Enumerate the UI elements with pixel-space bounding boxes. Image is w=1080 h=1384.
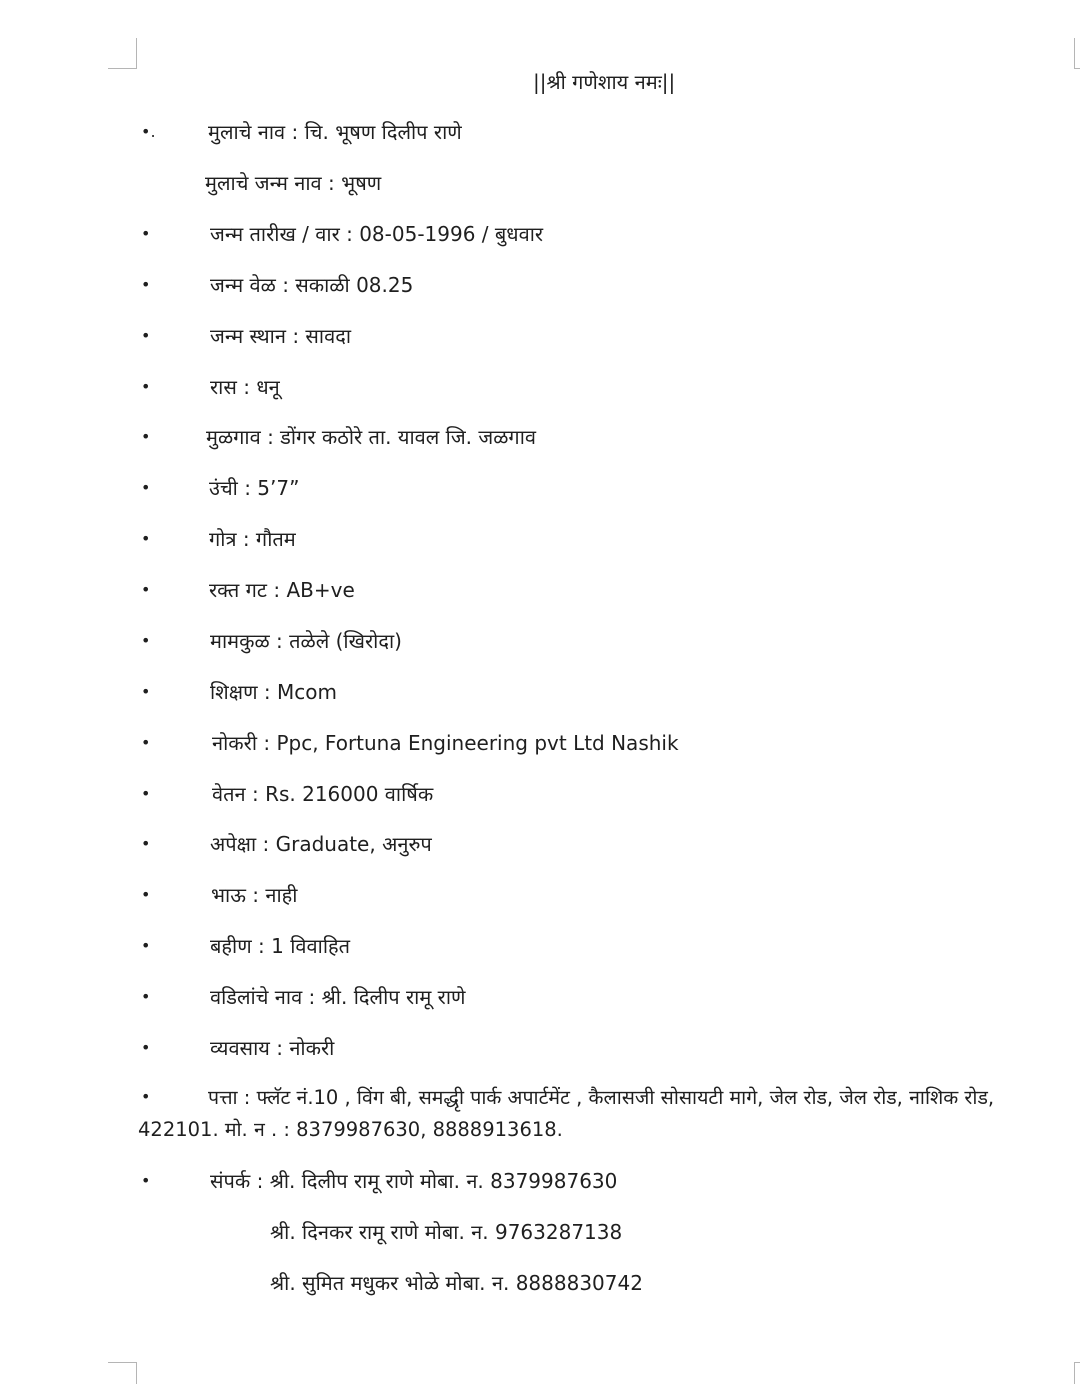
page-heading: ||श्री गणेशाय नमः|| <box>533 70 676 94</box>
page-corner-mark-bottom-right <box>1074 1362 1080 1384</box>
list-item-height <box>0 473 1080 503</box>
page-corner-mark-top-left <box>108 38 137 69</box>
bullet: • <box>141 580 151 599</box>
bullet: • <box>141 275 151 294</box>
contact-second-text: श्री. दिनकर रामू राणे मोबा. न. 9763287138 <box>270 1220 623 1244</box>
bullet: • <box>141 377 151 396</box>
bullet: • <box>141 1171 151 1190</box>
list-item-father <box>0 982 1080 1012</box>
list-item-address <box>138 1082 1053 1146</box>
name-text: मुलाचे नाव : चि. भूषण दिलीप राणे <box>208 120 462 144</box>
bullet: • <box>141 326 151 345</box>
bullet: • <box>141 834 151 853</box>
list-item-birth-time <box>0 270 1080 300</box>
job-text: नोकरी : Ppc, Fortuna Engineering pvt Ltd Nashik <box>212 731 679 755</box>
list-item-birth-place <box>0 321 1080 351</box>
blood-group-text: रक्त गट : AB+ve <box>209 578 355 602</box>
list-item-mamkul <box>0 626 1080 656</box>
occupation-text: व्यवसाय : नोकरी <box>210 1036 335 1060</box>
list-item-birth-name <box>0 168 1080 198</box>
bullet: • <box>141 733 151 752</box>
bullet: • <box>141 631 151 650</box>
birth-name-text: मुलाचे जन्म नाव : भूषण <box>205 171 382 195</box>
education-text: शिक्षण : Mcom <box>210 680 338 704</box>
list-item-gotra <box>0 524 1080 554</box>
bullet: • <box>141 529 151 548</box>
bullet: •. <box>141 122 156 141</box>
mamkul-text: मामकुळ : तळेले (खिरोदा) <box>210 629 402 653</box>
native-text: मुळगाव : डोंगर कठोरे ता. यावल जि. जळगाव <box>206 425 536 449</box>
contact-second-line <box>0 1217 1080 1247</box>
bullet: • <box>141 1038 151 1057</box>
height-text: उंची : 5’7” <box>209 476 300 500</box>
bullet: • <box>141 885 151 904</box>
list-item-name <box>0 117 1080 147</box>
bullet: • <box>141 224 151 243</box>
contact-first-text: संपर्क : श्री. दिलीप रामू राणे मोबा. न. 8379987630 <box>210 1169 618 1193</box>
list-item-brother <box>0 880 1080 910</box>
salary-text: वेतन : Rs. 216000 वार्षिक <box>212 782 434 806</box>
page-corner-mark-bottom-left <box>108 1362 137 1384</box>
contact-third-text: श्री. सुमित मधुकर भोळे मोबा. न. 8888830742 <box>270 1271 643 1295</box>
list-item-sister <box>0 931 1080 961</box>
list-item-rashi <box>0 372 1080 402</box>
birth-time-text: जन्म वेळ : सकाळी 08.25 <box>210 273 414 297</box>
birth-place-text: जन्म स्थान : सावदा <box>210 324 352 348</box>
dob-text: जन्म तारीख / वार : 08-05-1996 / बुधवार <box>210 222 544 246</box>
list-item-salary <box>0 779 1080 809</box>
list-item-native <box>0 422 1080 452</box>
list-item-occupation <box>0 1033 1080 1063</box>
bullet: • <box>141 784 151 803</box>
list-item-education <box>0 677 1080 707</box>
list-item-blood-group <box>0 575 1080 605</box>
list-item-contact <box>0 1166 1080 1196</box>
brother-text: भाऊ : नाही <box>211 883 298 907</box>
gotra-text: गोत्र : गौतम <box>209 527 296 551</box>
bullet: • <box>141 427 151 446</box>
bullet: • <box>141 682 151 701</box>
list-item-job <box>0 728 1080 758</box>
bullet: • <box>141 1087 151 1106</box>
page-corner-mark-top-right <box>1074 38 1080 69</box>
rashi-text: रास : धनू <box>210 375 280 399</box>
sister-text: बहीण : 1 विवाहित <box>210 934 351 958</box>
contact-third-line <box>0 1268 1080 1298</box>
father-text: वडिलांचे नाव : श्री. दिलीप रामू राणे <box>210 985 466 1009</box>
bullet: • <box>141 478 151 497</box>
list-item-expectation <box>0 829 1080 859</box>
address-text: पत्ता : फ्लॅट नं.10 , विंग बी, समद्धृी पार्क अपार्टमेंट , कैलासजी सोसायटी मागे, जेल रोड, जेल रोड, नाशिक रोड, 422101. मो. न . : 8379987630, 8888913618. <box>138 1086 995 1141</box>
bullet: • <box>141 936 151 955</box>
bullet: • <box>141 987 151 1006</box>
expectation-text: अपेक्षा : Graduate, अनुरुप <box>210 832 432 856</box>
list-item-dob <box>0 219 1080 249</box>
